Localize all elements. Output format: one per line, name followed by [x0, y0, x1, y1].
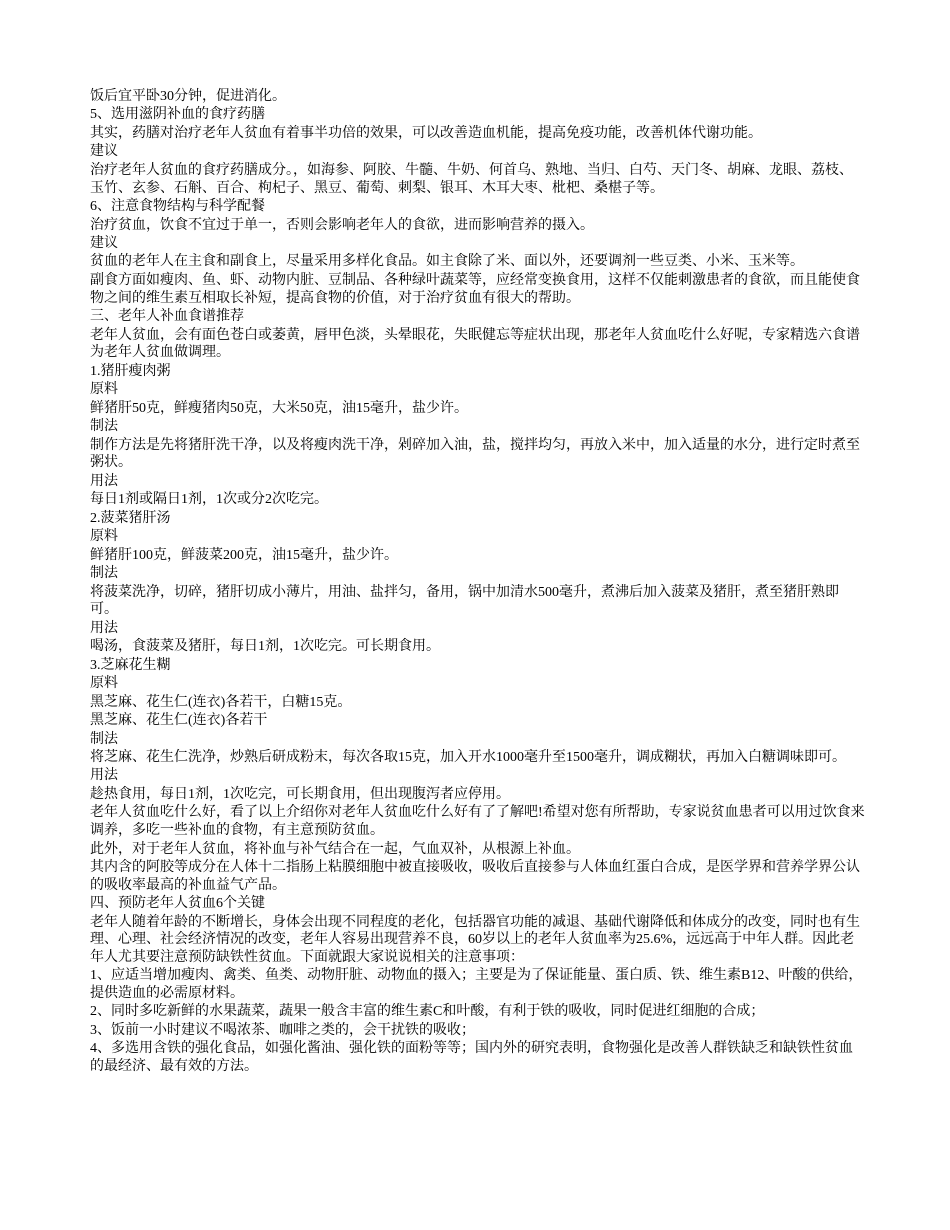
text-line: 饭后宜平卧30分钟，促进消化。: [90, 89, 286, 104]
paragraph: 制作方法是先将猪肝洗干净，以及将瘦肉洗干净，剁碎加入油，盐，搅拌均匀，再放入米中，加入适量的水分，进行定时煮至粥状。: [90, 437, 860, 471]
paragraph: 其实，药膳对治疗老年人贫血有着事半功倍的效果，可以改善造血机能，提高免疫功能，改善机体代谢功能。: [90, 125, 762, 141]
subheading: 制法: [90, 419, 118, 435]
document-body: [90, 88, 865, 1076]
recipe-title: 1.猪肝瘦肉粥: [90, 363, 171, 379]
paragraph: 治疗贫血，饮食不宜过于单一，否则会影响老年人的食欲，进而影响营养的摄入。: [90, 217, 594, 233]
subheading: 用法: [90, 473, 118, 489]
paragraph: 鲜猪肝100克，鲜菠菜200克，油15毫升，盐少许。: [90, 547, 398, 563]
subheading: 原料: [90, 676, 118, 692]
paragraph: 喝汤，食菠菜及猪肝，每日1剂，1次吃完。可长期食用。: [90, 639, 440, 655]
paragraph: 鲜猪肝50克，鲜瘦猪肉50克，大米50克，油15毫升，盐少许。: [90, 400, 468, 416]
subheading: 建议: [90, 144, 118, 160]
paragraph: 老年人随着年龄的不断增长，身体会出现不同程度的老化，包括器官功能的减退、基础代谢降低和体成分的改变，同时也有生理、心理、社会经济情况的改变，老年人容易出现营养不良，60岁以上的老年人贫血率为25.6%，远远高于中年人群。因此老年人尤其要注意预防缺铁性贫血。下面就跟大家说说相关的注意事项：: [90, 914, 860, 965]
subheading: 制法: [90, 566, 118, 582]
section-heading: 5、选用滋阴补血的食疗药膳: [90, 107, 265, 123]
subheading: 原料: [90, 382, 118, 398]
paragraph: 副食方面如瘦肉、鱼、虾、动物内脏、豆制品、各种绿叶蔬菜等，应经常变换食用，这样不仅能刺激患者的食欲，而且能使食物之间的维生素互相取长补短，提高食物的价值，对于治疗贫血有很大的帮助。: [90, 272, 860, 306]
subheading: 用法: [90, 620, 118, 636]
paragraph: 黑芝麻、花生仁(连衣)各若干: [90, 713, 268, 729]
paragraph: 贫血的老年人在主食和副食上，尽量采用多样化食品。如主食除了米、面以外，还要调剂一些豆类、小米、玉米等。: [90, 254, 804, 270]
list-item: 3、饭前一小时建议不喝浓茶、咖啡之类的，会干扰铁的吸收；: [90, 1022, 475, 1038]
list-item: 1、应适当增加瘦肉、禽类、鱼类、动物肝脏、动物血的摄入；主要是为了保证能量、蛋白质、铁、维生素B12、叶酸的供给，提供造血的必需原材料。: [90, 968, 863, 1001]
section-heading: 三、老年人补血食谱推荐: [90, 309, 244, 325]
subheading: 制法: [90, 731, 118, 747]
paragraph: 治疗老年人贫血的食疗药膳成分。，如海参、阿胶、牛髓、牛奶、何首乌、熟地、当归、白芍、天门冬、胡麻、龙眼、荔枝、玉竹、玄参、石斛、百合、枸杞子、黑豆、葡萄、刺梨、银耳、木耳大枣、枇杷、桑椹子等。: [90, 162, 853, 196]
paragraph: 每日1剂或隔日1剂，1次或分2次吃完。: [90, 492, 328, 508]
paragraph: 老年人贫血，会有面色苍白或萎黄，唇甲色淡，头晕眼花，失眠健忘等症状出现，那老年人贫血吃什么好呢，专家精选六食谱为老年人贫血做调理。: [90, 327, 860, 361]
paragraph: 其内含的阿胶等成分在人体十二指肠上粘膜细胞中被直接吸收，吸收后直接参与人体血红蛋白合成，是医学界和营养学界公认的吸收率最高的补血益气产品。: [90, 860, 860, 893]
recipe-title: 2.菠菜猪肝汤: [90, 510, 171, 526]
paragraph: 此外，对于老年人贫血，将补血与补气结合在一起，气血双补，从根源上补血。: [90, 841, 580, 857]
list-item: 4、多选用含铁的强化食品，如强化酱油、强化铁的面粉等等；国内外的研究表明，食物强化是改善人群铁缺乏和缺铁性贫血的最经济、最有效的方法。: [90, 1041, 853, 1074]
paragraph: 老年人贫血吃什么好，看了以上介绍你对老年人贫血吃什么好有了了解吧!希望对您有所帮助，专家说贫血患者可以用过饮食来调养，多吃一些补血的食物，有主意预防贫血。: [90, 805, 865, 839]
subheading: 建议: [90, 235, 118, 251]
section-heading: 6、注意食物结构与科学配餐: [90, 199, 265, 215]
subheading: 用法: [90, 768, 118, 784]
subheading: 原料: [90, 529, 118, 545]
section-heading: 四、预防老年人贫血6个关键: [90, 896, 265, 912]
list-item: 2、同时多吃新鲜的水果蔬菜，蔬果一般含丰富的维生素C和叶酸，有利于铁的吸收，同时促进红细胞的合成；: [90, 1004, 765, 1020]
paragraph: 黑芝麻、花生仁(连衣)各若干，白糖15克。: [90, 694, 352, 710]
paragraph: 将菠菜洗净，切碎，猪肝切成小薄片，用油、盐拌匀，备用，锅中加清水500毫升，煮沸后加入菠菜及猪肝，煮至猪肝熟即可。: [90, 584, 839, 618]
paragraph: 趁热食用，每日1剂，1次吃完，可长期食用，但出现腹泻者应停用。: [90, 786, 510, 802]
paragraph: 将芝麻、花生仁洗净，炒熟后研成粉末，每次各取15克，加入开水1000毫升至1500毫升，调成糊状，再加入白糖调味即可。: [90, 749, 846, 765]
recipe-title: 3.芝麻花生糊: [90, 657, 171, 673]
